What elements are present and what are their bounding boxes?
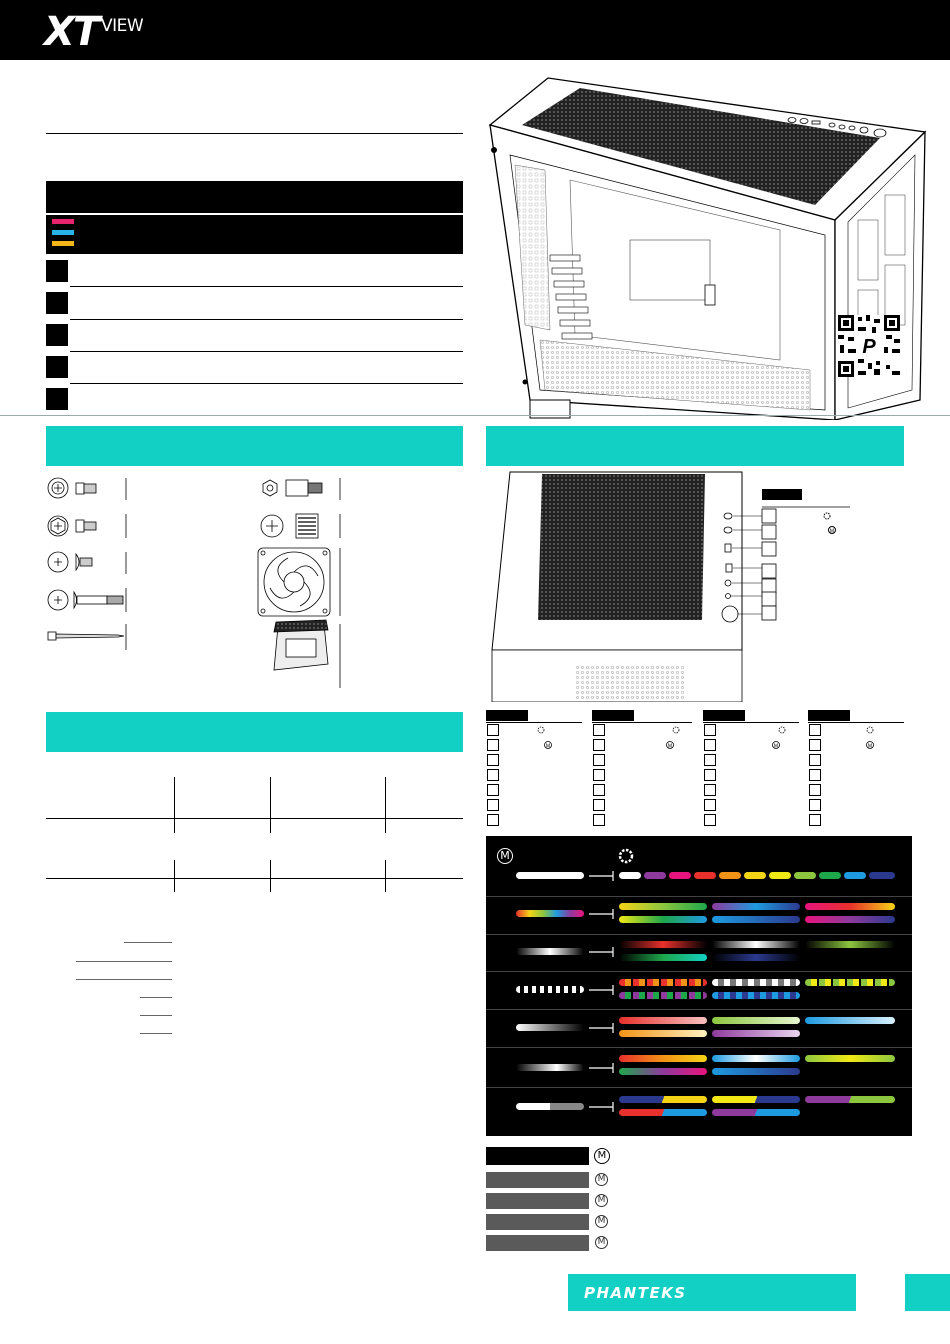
effect-connector	[589, 1101, 617, 1113]
svg-text:M: M	[545, 743, 551, 750]
effect-variant	[805, 979, 895, 986]
effect-variant	[805, 1017, 895, 1024]
effect-row-divider	[486, 934, 912, 935]
svg-text:M: M	[867, 743, 873, 750]
spec-underline	[140, 997, 172, 998]
effect-preview-spectrum	[516, 910, 584, 917]
spec-col-divider	[270, 777, 271, 833]
effect-variant	[712, 1109, 800, 1116]
channel-box	[704, 784, 716, 796]
spec-underline	[140, 1015, 172, 1016]
mode-step-2	[486, 1172, 589, 1188]
effect-color-chip	[744, 872, 766, 879]
effect-variant	[712, 916, 800, 923]
effect-variant	[712, 1068, 800, 1075]
channel-box	[487, 784, 499, 796]
section-divider	[0, 415, 950, 416]
rgb-swatch-pink	[52, 219, 74, 224]
effect-connector	[589, 1062, 617, 1074]
effect-variant	[712, 1055, 800, 1062]
effect-variant	[712, 1017, 800, 1024]
effect-row-divider	[486, 896, 912, 897]
mode-step-1	[486, 1147, 589, 1165]
effect-connector	[589, 908, 617, 920]
effect-variant	[619, 992, 707, 999]
channel-table-head-3	[703, 710, 745, 721]
effect-connector	[589, 870, 617, 882]
effect-row-divider	[486, 1087, 912, 1088]
effect-connector	[589, 946, 617, 958]
effect-color-chip	[794, 872, 816, 879]
effect-variant	[712, 1030, 800, 1037]
effect-preview-fade	[516, 1024, 584, 1031]
effect-variant	[712, 903, 800, 910]
spec-underline	[76, 961, 172, 962]
channel-box	[593, 784, 605, 796]
mode-icon: M	[595, 1215, 608, 1228]
spec-underline	[140, 1033, 172, 1034]
effect-variant	[712, 954, 800, 961]
mode-step-3	[486, 1193, 589, 1209]
svg-text:P: P	[862, 336, 876, 358]
effect-color-chip	[644, 872, 666, 879]
rgb-swatch-blue	[52, 230, 74, 235]
mode-step-5	[486, 1235, 589, 1251]
channel-box	[593, 754, 605, 766]
effect-preview-breathing	[516, 948, 584, 955]
accessories-illustrations	[44, 474, 464, 694]
channel-box	[809, 799, 821, 811]
effect-color-chip	[619, 872, 641, 879]
effect-variant	[619, 1109, 707, 1116]
svg-text:M: M	[667, 743, 673, 750]
effect-variant	[805, 916, 895, 923]
spec-col-divider	[174, 777, 175, 833]
mode-step-4	[486, 1214, 589, 1230]
spec-table-rule	[46, 878, 463, 879]
effect-color-chip	[719, 872, 741, 879]
mode-icon: M	[595, 1173, 608, 1186]
spec-col-divider	[174, 860, 175, 892]
channel-box	[809, 754, 821, 766]
effect-color-chip	[869, 872, 895, 879]
spec-col-divider	[270, 860, 271, 892]
effect-variant	[619, 916, 707, 923]
mode-icon: M	[595, 1236, 608, 1249]
title-divider	[46, 133, 463, 134]
channel-box	[704, 814, 716, 826]
effect-color-chip	[769, 872, 791, 879]
color-ring-icon	[617, 847, 635, 865]
spec-row-number-4	[46, 356, 68, 378]
rgb-swatch-yellow	[52, 241, 74, 246]
effect-variant	[805, 1055, 895, 1062]
footer-brand: PHANTEKS	[584, 1284, 687, 1302]
spec-row-divider	[70, 351, 463, 352]
effect-color-chip	[844, 872, 866, 879]
effect-row-divider	[486, 1009, 912, 1010]
spec-row-number-3	[46, 324, 68, 346]
effect-row-divider	[486, 971, 912, 972]
mode-icon: M	[497, 848, 513, 864]
effect-variant	[619, 954, 707, 961]
effect-connector	[589, 984, 617, 996]
qr-code	[838, 315, 900, 377]
spec-row-divider	[70, 383, 463, 384]
effect-variant	[619, 941, 707, 948]
logo-xt: XT	[44, 9, 99, 55]
effect-variant	[619, 903, 707, 910]
effect-variant	[712, 1096, 800, 1103]
spec-underline	[76, 979, 172, 980]
svg-text:M: M	[829, 528, 835, 535]
channel-table-icons	[480, 722, 920, 752]
section-header-io	[486, 426, 904, 466]
effect-row-divider	[486, 1047, 912, 1048]
effect-variant	[619, 1096, 707, 1103]
spec-table-rule	[46, 818, 463, 819]
channel-box	[593, 769, 605, 781]
channel-box	[593, 799, 605, 811]
effect-variant	[619, 1055, 707, 1062]
io-panel-illustration	[480, 470, 920, 702]
section-header-specs	[46, 712, 463, 752]
effect-variant	[619, 1068, 707, 1075]
effect-variant	[805, 1096, 895, 1103]
effect-connector	[589, 1022, 617, 1034]
channel-box	[809, 769, 821, 781]
effect-variant	[712, 941, 800, 948]
spec-col-divider	[385, 860, 386, 892]
effect-variant	[712, 979, 800, 986]
channel-box	[809, 784, 821, 796]
spec-row-divider	[70, 319, 463, 320]
spec-underline	[124, 942, 172, 943]
section-header-accessories	[46, 426, 463, 466]
rgb-legend-bar	[46, 215, 463, 254]
effect-preview-split	[516, 1103, 584, 1110]
channel-box	[593, 814, 605, 826]
channel-table-head-1	[486, 710, 528, 721]
channel-box	[704, 769, 716, 781]
channel-box	[704, 799, 716, 811]
effect-preview-wave	[516, 1064, 584, 1071]
channel-box	[487, 754, 499, 766]
effect-variant	[619, 979, 707, 986]
effect-variant	[619, 1030, 707, 1037]
mode-icon: M	[595, 1194, 608, 1207]
effect-color-chip	[669, 872, 691, 879]
effect-variant	[619, 1017, 707, 1024]
spec-col-divider	[385, 777, 386, 833]
effect-color-chip	[694, 872, 716, 879]
spec-row-number-1	[46, 260, 68, 282]
channel-box	[704, 754, 716, 766]
effect-color-chip	[819, 872, 841, 879]
channel-box	[487, 814, 499, 826]
effect-variant	[805, 903, 895, 910]
channel-box	[809, 814, 821, 826]
spec-row-divider	[70, 286, 463, 287]
effect-variant	[805, 941, 895, 948]
svg-text:M: M	[773, 743, 779, 750]
channel-box	[487, 799, 499, 811]
effect-preview-static	[516, 872, 584, 879]
effect-preview-flash	[516, 986, 584, 993]
spec-row-number-2	[46, 292, 68, 314]
mode-icon: M	[594, 1148, 610, 1164]
channel-table-head-2	[592, 710, 634, 721]
logo-view: VIEW	[101, 16, 144, 36]
spec-row-number-5	[46, 388, 68, 410]
page-number-tab	[905, 1274, 950, 1311]
spec-header-bar	[46, 181, 463, 213]
channel-table-head-4	[808, 710, 850, 721]
effect-variant	[712, 992, 800, 999]
channel-box	[487, 769, 499, 781]
